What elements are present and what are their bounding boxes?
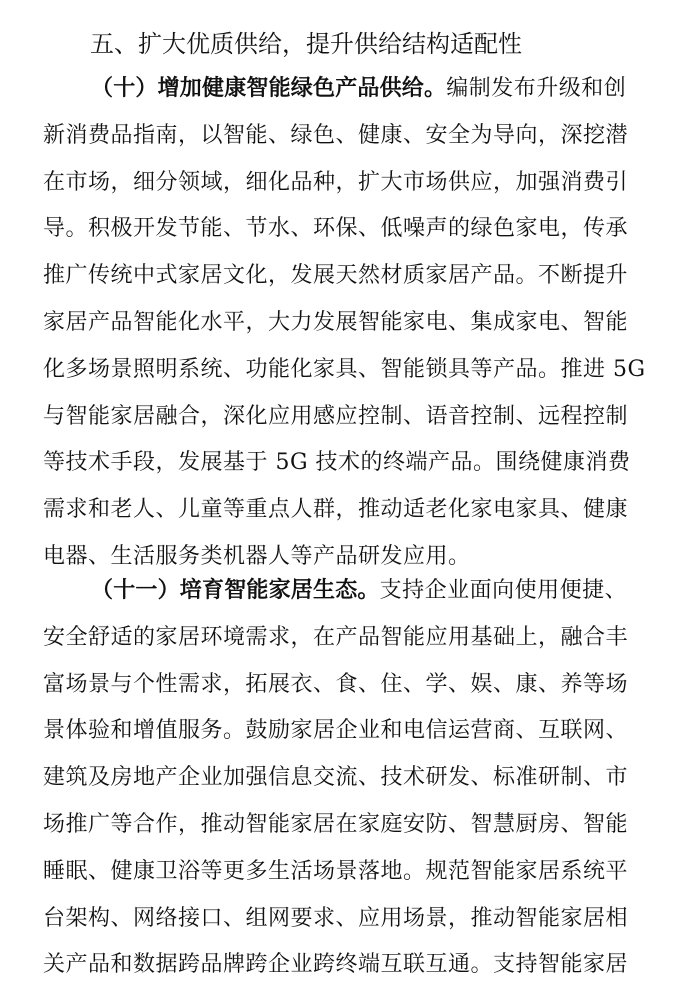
paragraph-line: 睡眠、健康卫浴等更多生活场景落地。规范智能家居系统平 — [43, 858, 629, 884]
paragraph-line: 化多场景照明系统、功能化家具、智能锁具等产品。推进 5G — [43, 356, 646, 382]
paragraph-line: 台架构、网络接口、组网要求、应用场景，推动智能家居相 — [43, 905, 629, 931]
paragraph-line: 等技术手段，发展基于 5G 技术的终端产品。围绕健康消费 — [43, 450, 631, 476]
paragraph-line: 在市场，细分领域，细化品种，扩大市场供应，加强消费引 — [43, 169, 629, 195]
paragraph-10 — [43, 66, 653, 581]
paragraph-line: 富场景与个性需求，拓展衣、食、住、学、娱、康、养等场 — [43, 671, 629, 697]
paragraph-heading: （十一）培育智能家居生态。 — [91, 578, 380, 603]
paragraph-line: 电器、生活服务类机器人等产品研发应用。 — [43, 543, 471, 569]
section-title: 五、扩大优质供给，提升供给结构适配性 — [90, 30, 522, 58]
paragraph-text: 编制发布升级和创 — [446, 76, 627, 101]
paragraph-line — [43, 66, 653, 113]
paragraph-line: 景体验和增值服务。鼓励家居企业和电信运营商、互联网、 — [43, 718, 629, 744]
paragraph-line: 家居产品智能化水平，大力发展智能家电、集成家电、智能 — [43, 309, 629, 335]
paragraph-line: 关产品和数据跨品牌跨企业跨终端互联互通。支持智能家居 — [43, 952, 629, 978]
paragraph-line: 建筑及房地产企业加强信息交流、技术研发、标准研制、市 — [43, 765, 629, 791]
paragraph-line: 需求和老人、儿童等重点人群，推动适老化家电家具、健康 — [43, 497, 629, 523]
paragraph-line: 导。积极开发节能、节水、环保、低噪声的绿色家电，传承 — [43, 216, 629, 242]
paragraph-heading: （十）增加健康智能绿色产品供给。 — [91, 76, 447, 101]
paragraph-line: 推广传统中式家居文化，发展天然材质家居产品。不断提升 — [43, 263, 629, 289]
paragraph-11 — [43, 568, 653, 989]
paragraph-line: 与智能家居融合，深化应用感应控制、语音控制、远程控制 — [43, 403, 629, 429]
paragraph-text: 支持企业面向使用便捷、 — [379, 578, 628, 603]
paragraph-line — [43, 568, 653, 615]
paragraph-line: 新消费品指南，以智能、绿色、健康、安全为导向，深挖潜 — [43, 122, 629, 148]
paragraph-line: 安全舒适的家居环境需求，在产品智能应用基础上，融合丰 — [43, 624, 629, 650]
paragraph-line: 场推广等合作，推动智能家居在家庭安防、智慧厨房、智能 — [43, 811, 629, 837]
